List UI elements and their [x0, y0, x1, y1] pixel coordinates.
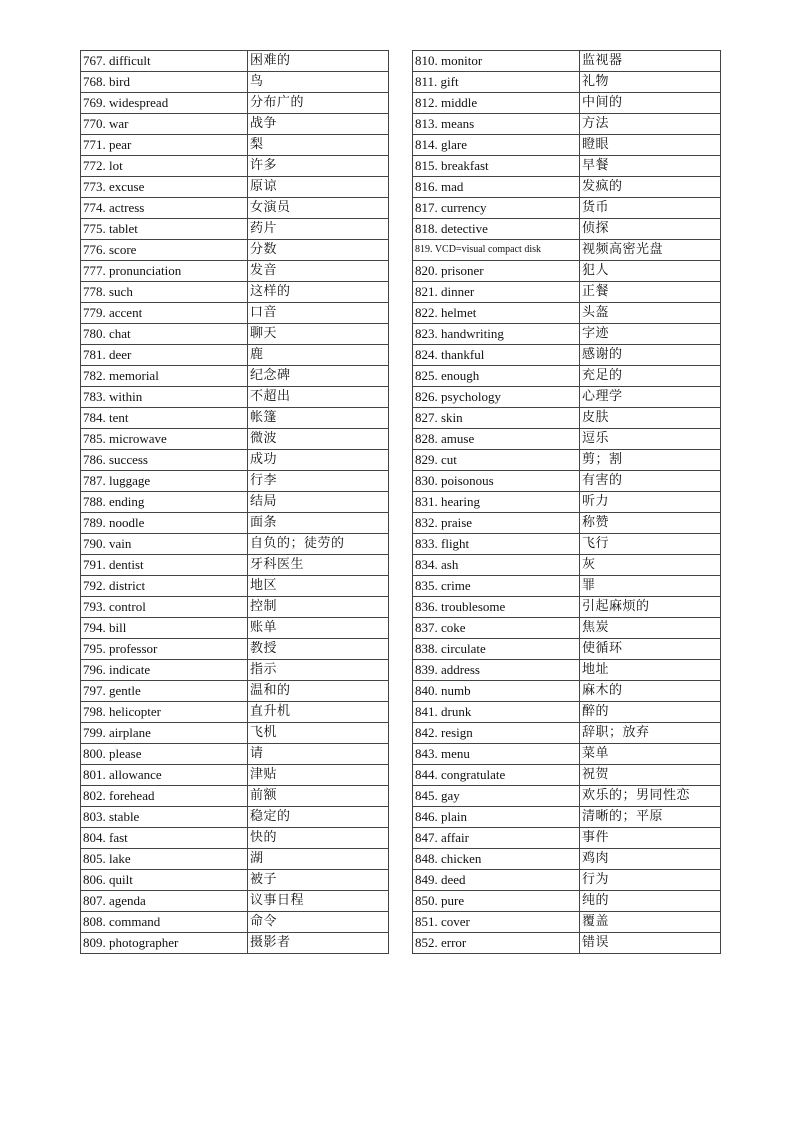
english-word: 819. VCD=visual compact disk: [413, 240, 580, 261]
english-word: 807. agenda: [81, 891, 248, 912]
chinese-meaning: 罪: [580, 576, 721, 597]
vocab-table-left: [80, 50, 389, 954]
english-word: 774. actress: [81, 198, 248, 219]
chinese-meaning: 不超出: [248, 387, 389, 408]
english-word: 834. ash: [413, 555, 580, 576]
vocab-row: [81, 912, 389, 933]
vocab-row: [81, 240, 389, 261]
vocab-row: [81, 513, 389, 534]
english-word: 843. menu: [413, 744, 580, 765]
vocab-row: [413, 261, 721, 282]
chinese-meaning: 皮肤: [580, 408, 721, 429]
vocab-row: [413, 135, 721, 156]
vocab-row: [81, 744, 389, 765]
chinese-meaning: 面条: [248, 513, 389, 534]
chinese-meaning: 充足的: [580, 366, 721, 387]
english-word: 851. cover: [413, 912, 580, 933]
english-word: 788. ending: [81, 492, 248, 513]
vocab-row: [413, 429, 721, 450]
chinese-meaning: 麻木的: [580, 681, 721, 702]
english-word: 827. skin: [413, 408, 580, 429]
english-word: 782. memorial: [81, 366, 248, 387]
vocab-row: [81, 93, 389, 114]
chinese-meaning: 津贴: [248, 765, 389, 786]
chinese-meaning: 自负的；徒劳的: [248, 534, 389, 555]
chinese-meaning: 温和的: [248, 681, 389, 702]
english-word: 801. allowance: [81, 765, 248, 786]
vocab-row: [413, 345, 721, 366]
english-word: 841. drunk: [413, 702, 580, 723]
vocab-row: [413, 660, 721, 681]
english-word: 831. hearing: [413, 492, 580, 513]
vocab-row: [413, 72, 721, 93]
vocab-row: [81, 282, 389, 303]
chinese-meaning: 结局: [248, 492, 389, 513]
chinese-meaning: 鸟: [248, 72, 389, 93]
vocab-row: [413, 723, 721, 744]
english-word: 850. pure: [413, 891, 580, 912]
chinese-meaning: 聊天: [248, 324, 389, 345]
vocab-row: [81, 597, 389, 618]
english-word: 778. such: [81, 282, 248, 303]
english-word: 802. forehead: [81, 786, 248, 807]
chinese-meaning: 瞪眼: [580, 135, 721, 156]
chinese-meaning: 鸡肉: [580, 849, 721, 870]
english-word: 773. excuse: [81, 177, 248, 198]
chinese-meaning: 鹿: [248, 345, 389, 366]
chinese-meaning: 请: [248, 744, 389, 765]
chinese-meaning: 感谢的: [580, 345, 721, 366]
english-word: 771. pear: [81, 135, 248, 156]
english-word: 828. amuse: [413, 429, 580, 450]
vocab-row: [81, 618, 389, 639]
chinese-meaning: 困难的: [248, 51, 389, 72]
vocab-row: [81, 303, 389, 324]
chinese-meaning: 祝贺: [580, 765, 721, 786]
vocab-row: [81, 534, 389, 555]
chinese-meaning: 早餐: [580, 156, 721, 177]
chinese-meaning: 分布广的: [248, 93, 389, 114]
english-word: 805. lake: [81, 849, 248, 870]
chinese-meaning: 视频高密光盘: [580, 240, 721, 261]
chinese-meaning: 方法: [580, 114, 721, 135]
vocab-row: [413, 828, 721, 849]
chinese-meaning: 原谅: [248, 177, 389, 198]
vocab-row: [81, 702, 389, 723]
vocab-row: [413, 156, 721, 177]
chinese-meaning: 女演员: [248, 198, 389, 219]
vocab-row: [81, 639, 389, 660]
chinese-meaning: 使循环: [580, 639, 721, 660]
english-word: 810. monitor: [413, 51, 580, 72]
english-word: 795. professor: [81, 639, 248, 660]
chinese-meaning: 教授: [248, 639, 389, 660]
english-word: 846. plain: [413, 807, 580, 828]
chinese-meaning: 账单: [248, 618, 389, 639]
vocab-row: [413, 51, 721, 72]
vocab-row: [81, 198, 389, 219]
chinese-meaning: 犯人: [580, 261, 721, 282]
english-word: 832. praise: [413, 513, 580, 534]
chinese-meaning: 微波: [248, 429, 389, 450]
chinese-meaning: 引起麻烦的: [580, 597, 721, 618]
vocab-row: [81, 72, 389, 93]
chinese-meaning: 前额: [248, 786, 389, 807]
vocab-row: [413, 555, 721, 576]
chinese-meaning: 这样的: [248, 282, 389, 303]
english-word: 830. poisonous: [413, 471, 580, 492]
vocab-row: [413, 450, 721, 471]
vocab-row: [81, 135, 389, 156]
english-word: 852. error: [413, 933, 580, 954]
english-word: 769. widespread: [81, 93, 248, 114]
vocab-row: [413, 849, 721, 870]
chinese-meaning: 心理学: [580, 387, 721, 408]
chinese-meaning: 监视器: [580, 51, 721, 72]
chinese-meaning: 侦探: [580, 219, 721, 240]
chinese-meaning: 成功: [248, 450, 389, 471]
english-word: 820. prisoner: [413, 261, 580, 282]
chinese-meaning: 许多: [248, 156, 389, 177]
vocab-row: [81, 576, 389, 597]
english-word: 800. please: [81, 744, 248, 765]
chinese-meaning: 辞职；放弃: [580, 723, 721, 744]
chinese-meaning: 听力: [580, 492, 721, 513]
vocab-row: [81, 492, 389, 513]
english-word: 796. indicate: [81, 660, 248, 681]
vocab-row: [81, 387, 389, 408]
english-word: 813. means: [413, 114, 580, 135]
chinese-meaning: 药片: [248, 219, 389, 240]
english-word: 814. glare: [413, 135, 580, 156]
english-word: 835. crime: [413, 576, 580, 597]
chinese-meaning: 直升机: [248, 702, 389, 723]
vocab-row: [413, 534, 721, 555]
chinese-meaning: 灰: [580, 555, 721, 576]
chinese-meaning: 事件: [580, 828, 721, 849]
english-word: 817. currency: [413, 198, 580, 219]
english-word: 794. bill: [81, 618, 248, 639]
vocab-row: [413, 282, 721, 303]
english-word: 836. troublesome: [413, 597, 580, 618]
chinese-meaning: 货币: [580, 198, 721, 219]
vocab-row: [81, 261, 389, 282]
chinese-meaning: 剪；割: [580, 450, 721, 471]
english-word: 779. accent: [81, 303, 248, 324]
vocab-row: [81, 366, 389, 387]
english-word: 806. quilt: [81, 870, 248, 891]
vocab-row: [81, 828, 389, 849]
vocab-row: [413, 303, 721, 324]
vocab-row: [81, 177, 389, 198]
chinese-meaning: 行为: [580, 870, 721, 891]
chinese-meaning: 快的: [248, 828, 389, 849]
chinese-meaning: 焦炭: [580, 618, 721, 639]
chinese-meaning: 牙科医生: [248, 555, 389, 576]
vocab-row: [413, 744, 721, 765]
english-word: 829. cut: [413, 450, 580, 471]
chinese-meaning: 菜单: [580, 744, 721, 765]
vocab-row: [413, 114, 721, 135]
vocab-row: [81, 51, 389, 72]
english-word: 787. luggage: [81, 471, 248, 492]
vocab-row: [413, 240, 721, 261]
english-word: 793. control: [81, 597, 248, 618]
english-word: 772. lot: [81, 156, 248, 177]
chinese-meaning: 摄影者: [248, 933, 389, 954]
english-word: 786. success: [81, 450, 248, 471]
vocab-row: [81, 933, 389, 954]
english-word: 768. bird: [81, 72, 248, 93]
chinese-meaning: 错误: [580, 933, 721, 954]
english-word: 785. microwave: [81, 429, 248, 450]
chinese-meaning: 发疯的: [580, 177, 721, 198]
english-word: 847. affair: [413, 828, 580, 849]
english-word: 791. dentist: [81, 555, 248, 576]
english-word: 821. dinner: [413, 282, 580, 303]
vocab-row: [81, 849, 389, 870]
english-word: 784. tent: [81, 408, 248, 429]
english-word: 799. airplane: [81, 723, 248, 744]
vocab-row: [81, 219, 389, 240]
english-word: 770. war: [81, 114, 248, 135]
vocab-row: [413, 324, 721, 345]
chinese-meaning: 清晰的；平原: [580, 807, 721, 828]
chinese-meaning: 发音: [248, 261, 389, 282]
english-word: 775. tablet: [81, 219, 248, 240]
english-word: 803. stable: [81, 807, 248, 828]
english-word: 849. deed: [413, 870, 580, 891]
vocab-row: [81, 408, 389, 429]
vocab-row: [413, 513, 721, 534]
english-word: 840. numb: [413, 681, 580, 702]
vocab-row: [413, 198, 721, 219]
chinese-meaning: 地址: [580, 660, 721, 681]
vocab-row: [81, 891, 389, 912]
english-word: 781. deer: [81, 345, 248, 366]
chinese-meaning: 分数: [248, 240, 389, 261]
english-word: 790. vain: [81, 534, 248, 555]
english-word: 839. address: [413, 660, 580, 681]
chinese-meaning: 稳定的: [248, 807, 389, 828]
chinese-meaning: 欢乐的；男同性恋: [580, 786, 721, 807]
english-word: 816. mad: [413, 177, 580, 198]
chinese-meaning: 战争: [248, 114, 389, 135]
vocab-row: [81, 870, 389, 891]
chinese-meaning: 字迹: [580, 324, 721, 345]
vocab-row: [81, 807, 389, 828]
english-word: 809. photographer: [81, 933, 248, 954]
vocab-row: [413, 912, 721, 933]
english-word: 837. coke: [413, 618, 580, 639]
chinese-meaning: 头盔: [580, 303, 721, 324]
vocab-row: [413, 933, 721, 954]
english-word: 797. gentle: [81, 681, 248, 702]
vocab-row: [413, 618, 721, 639]
chinese-meaning: 飞机: [248, 723, 389, 744]
english-word: 825. enough: [413, 366, 580, 387]
vocab-row: [413, 408, 721, 429]
vocab-row: [413, 870, 721, 891]
vocab-row: [413, 807, 721, 828]
vocab-row: [413, 765, 721, 786]
vocab-row: [413, 597, 721, 618]
chinese-meaning: 帐篷: [248, 408, 389, 429]
vocab-row: [413, 387, 721, 408]
vocab-row: [81, 786, 389, 807]
english-word: 783. within: [81, 387, 248, 408]
vocab-row: [81, 450, 389, 471]
english-word: 767. difficult: [81, 51, 248, 72]
chinese-meaning: 正餐: [580, 282, 721, 303]
vocab-row: [413, 891, 721, 912]
english-word: 780. chat: [81, 324, 248, 345]
chinese-meaning: 湖: [248, 849, 389, 870]
english-word: 777. pronunciation: [81, 261, 248, 282]
english-word: 848. chicken: [413, 849, 580, 870]
english-word: 808. command: [81, 912, 248, 933]
english-word: 844. congratulate: [413, 765, 580, 786]
english-word: 811. gift: [413, 72, 580, 93]
english-word: 833. flight: [413, 534, 580, 555]
chinese-meaning: 逗乐: [580, 429, 721, 450]
english-word: 792. district: [81, 576, 248, 597]
english-word: 776. score: [81, 240, 248, 261]
vocab-row: [413, 219, 721, 240]
english-word: 789. noodle: [81, 513, 248, 534]
vocab-row: [81, 156, 389, 177]
vocab-row: [413, 576, 721, 597]
english-word: 845. gay: [413, 786, 580, 807]
english-word: 812. middle: [413, 93, 580, 114]
english-word: 804. fast: [81, 828, 248, 849]
chinese-meaning: 飞行: [580, 534, 721, 555]
vocab-row: [413, 702, 721, 723]
chinese-meaning: 中间的: [580, 93, 721, 114]
chinese-meaning: 命令: [248, 912, 389, 933]
chinese-meaning: 地区: [248, 576, 389, 597]
chinese-meaning: 醉的: [580, 702, 721, 723]
vocab-row: [413, 93, 721, 114]
chinese-meaning: 纯的: [580, 891, 721, 912]
english-word: 822. helmet: [413, 303, 580, 324]
vocab-row: [413, 492, 721, 513]
chinese-meaning: 控制: [248, 597, 389, 618]
chinese-meaning: 梨: [248, 135, 389, 156]
vocab-row: [81, 765, 389, 786]
vocab-row: [81, 114, 389, 135]
vocab-row: [81, 660, 389, 681]
vocab-row: [81, 471, 389, 492]
chinese-meaning: 被子: [248, 870, 389, 891]
english-word: 826. psychology: [413, 387, 580, 408]
vocab-row: [81, 681, 389, 702]
english-word: 818. detective: [413, 219, 580, 240]
chinese-meaning: 礼物: [580, 72, 721, 93]
chinese-meaning: 行李: [248, 471, 389, 492]
english-word: 815. breakfast: [413, 156, 580, 177]
english-word: 824. thankful: [413, 345, 580, 366]
vocab-row: [413, 471, 721, 492]
chinese-meaning: 议事日程: [248, 891, 389, 912]
vocab-row: [81, 345, 389, 366]
vocab-table-right: [412, 50, 721, 954]
chinese-meaning: 纪念碑: [248, 366, 389, 387]
english-word: 798. helicopter: [81, 702, 248, 723]
vocab-row: [413, 366, 721, 387]
vocab-row: [81, 723, 389, 744]
chinese-meaning: 指示: [248, 660, 389, 681]
vocab-row: [413, 639, 721, 660]
vocab-row: [413, 786, 721, 807]
chinese-meaning: 有害的: [580, 471, 721, 492]
vocab-row: [81, 324, 389, 345]
chinese-meaning: 称赞: [580, 513, 721, 534]
vocab-row: [81, 429, 389, 450]
chinese-meaning: 口音: [248, 303, 389, 324]
chinese-meaning: 覆盖: [580, 912, 721, 933]
vocab-row: [413, 681, 721, 702]
vocab-row: [413, 177, 721, 198]
english-word: 842. resign: [413, 723, 580, 744]
english-word: 823. handwriting: [413, 324, 580, 345]
english-word: 838. circulate: [413, 639, 580, 660]
vocab-row: [81, 555, 389, 576]
